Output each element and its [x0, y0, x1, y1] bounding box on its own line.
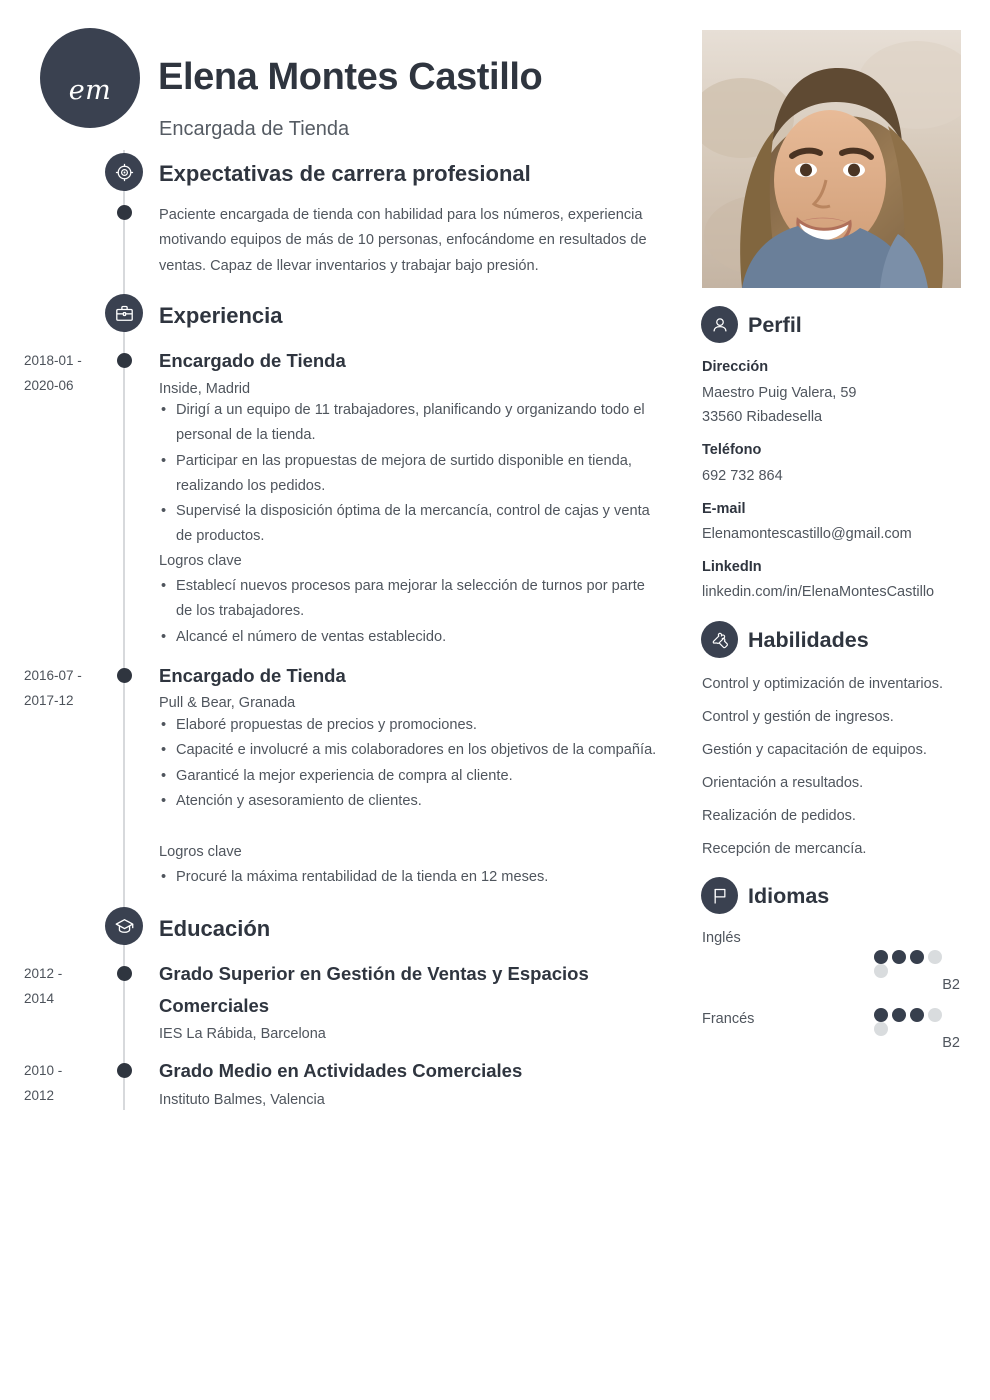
profile-value-address-line1: Maestro Puig Valera, 59 — [702, 385, 857, 401]
list-item: • Participar en las propuestas de mejora de surtido disponible en tienda, realizando los pedidos. — [161, 449, 664, 500]
experience-date-0 — [24, 348, 110, 398]
rating-dot — [910, 1008, 924, 1022]
list-item: • Supervisé la disposición óptima de la mercancía, control de cajas y venta de productos. — [161, 499, 664, 550]
education-school-1: Instituto Balmes, Valencia — [159, 1092, 325, 1108]
timeline-node — [117, 353, 132, 368]
section-title-skills: Habilidades — [748, 628, 869, 652]
timeline-node — [117, 205, 132, 220]
date-line: 2017-12 — [24, 693, 74, 708]
list-item: • Garanticé la mejor experiencia de compra al cliente. — [161, 764, 664, 789]
section-title-profile: Perfil — [748, 313, 802, 337]
experience-achievements-0 — [161, 574, 664, 650]
skill-item: Orientación a resultados. — [702, 775, 864, 791]
career-summary: Paciente encargada de tienda con habilidad para los números, experiencia motivando equipos de más de 10 personas, enfocándome en resultados de ventas. Capaz de llevar inventarios y trabajar bajo presión. — [159, 207, 647, 274]
education-school-0: IES La Rábida, Barcelona — [159, 1026, 326, 1042]
section-title-education: Educación — [159, 916, 271, 941]
profile-value-email[interactable]: Elenamontescastillo@gmail.com — [702, 526, 912, 542]
achievements-label-1: Logros clave — [159, 844, 242, 860]
date-line: 2018-01 - — [24, 353, 82, 368]
profile-label-address: Dirección — [702, 359, 769, 375]
timeline-node — [117, 966, 132, 981]
language-name-0: Inglés — [702, 930, 741, 946]
profile-value-address-line2: 33560 Ribadesella — [702, 409, 823, 425]
list-item: • Atención y asesoramiento de clientes. — [161, 789, 664, 814]
profile-value-linkedin[interactable]: linkedin.com/in/ElenaMontesCastillo — [702, 584, 935, 600]
experience-company-0: Inside, Madrid — [159, 381, 251, 397]
language-rating-1 — [874, 1008, 960, 1022]
experience-bullets-1 — [161, 713, 664, 814]
timeline-node — [117, 668, 132, 683]
skill-item: Gestión y capacitación de equipos. — [702, 742, 927, 758]
skill-item: Control y optimización de inventarios. — [702, 676, 943, 692]
education-date-1 — [24, 1058, 110, 1108]
experience-achievements-1 — [161, 865, 664, 890]
target-icon — [105, 153, 143, 191]
rating-dot — [874, 950, 888, 964]
language-level-0: B2 — [942, 977, 960, 993]
section-title-languages: Idiomas — [748, 884, 830, 908]
education-title-0: Grado Superior en Gestión de Ventas y Espacios Comerciales — [159, 963, 589, 1016]
date-line: 2012 — [24, 1088, 55, 1103]
skill-item: Realización de pedidos. — [702, 808, 856, 824]
briefcase-icon — [105, 294, 143, 332]
rating-dot — [928, 950, 942, 964]
profile-label-linkedin: LinkedIn — [702, 559, 762, 575]
list-item: • Capacité e involucré a mis colaboradores en los objetivos de la compañía. — [161, 738, 664, 763]
rating-dot — [928, 1008, 942, 1022]
experience-bullets-0 — [161, 398, 664, 550]
rating-dot — [892, 950, 906, 964]
list-item: • Establecí nuevos procesos para mejorar la selección de turnos por parte de los trabajadores. — [161, 574, 664, 625]
experience-company-1: Pull & Bear, Granada — [159, 695, 296, 711]
education-date-0 — [24, 961, 110, 1011]
candidate-job-title: Encargada de Tienda — [159, 118, 350, 140]
date-line: 2010 - — [24, 1063, 63, 1078]
flag-icon — [701, 877, 738, 914]
date-line: 2016-07 - — [24, 668, 82, 683]
profile-value-phone[interactable]: 692 732 864 — [702, 468, 783, 484]
graduation-cap-icon — [105, 907, 143, 945]
candidate-name: Elena Montes Castillo — [158, 56, 543, 98]
monogram-text: em — [68, 74, 112, 106]
experience-date-1 — [24, 663, 110, 713]
timeline-node — [117, 1063, 132, 1078]
language-rating-0 — [874, 950, 960, 964]
rating-dot — [892, 1008, 906, 1022]
list-item: • Dirigí a un equipo de 11 trabajadores, planificando y organizando todo el personal de la tienda. — [161, 398, 664, 449]
list-item: • Procuré la máxima rentabilidad de la tienda en 12 meses. — [161, 865, 664, 890]
date-line: 2012 - — [24, 966, 63, 981]
sidebar-column — [690, 0, 990, 1400]
date-line: 2014 — [24, 991, 55, 1006]
date-line: 2020-06 — [24, 378, 74, 393]
experience-title-0: Encargado de Tienda — [159, 350, 346, 371]
language-name-1: Francés — [702, 1011, 755, 1027]
profile-label-email: E-mail — [702, 501, 746, 517]
section-title-experience: Experiencia — [159, 303, 283, 328]
profile-label-phone: Teléfono — [702, 442, 762, 458]
portrait-photo — [702, 30, 961, 288]
puzzle-piece-icon — [701, 621, 738, 658]
list-item: • Elaboré propuestas de precios y promociones. — [161, 713, 664, 738]
language-level-1: B2 — [942, 1035, 960, 1051]
section-title-career: Expectativas de carrera profesional — [159, 161, 531, 186]
list-item: • Alcancé el número de ventas establecido. — [161, 625, 664, 650]
skill-item: Recepción de mercancía. — [702, 841, 867, 857]
achievements-label-0: Logros clave — [159, 553, 242, 569]
education-title-1: Grado Medio en Actividades Comerciales — [159, 1060, 523, 1081]
experience-title-1: Encargado de Tienda — [159, 665, 346, 686]
rating-dot — [874, 1008, 888, 1022]
skill-item: Control y gestión de ingresos. — [702, 709, 894, 725]
rating-dot — [910, 950, 924, 964]
person-icon — [701, 306, 738, 343]
